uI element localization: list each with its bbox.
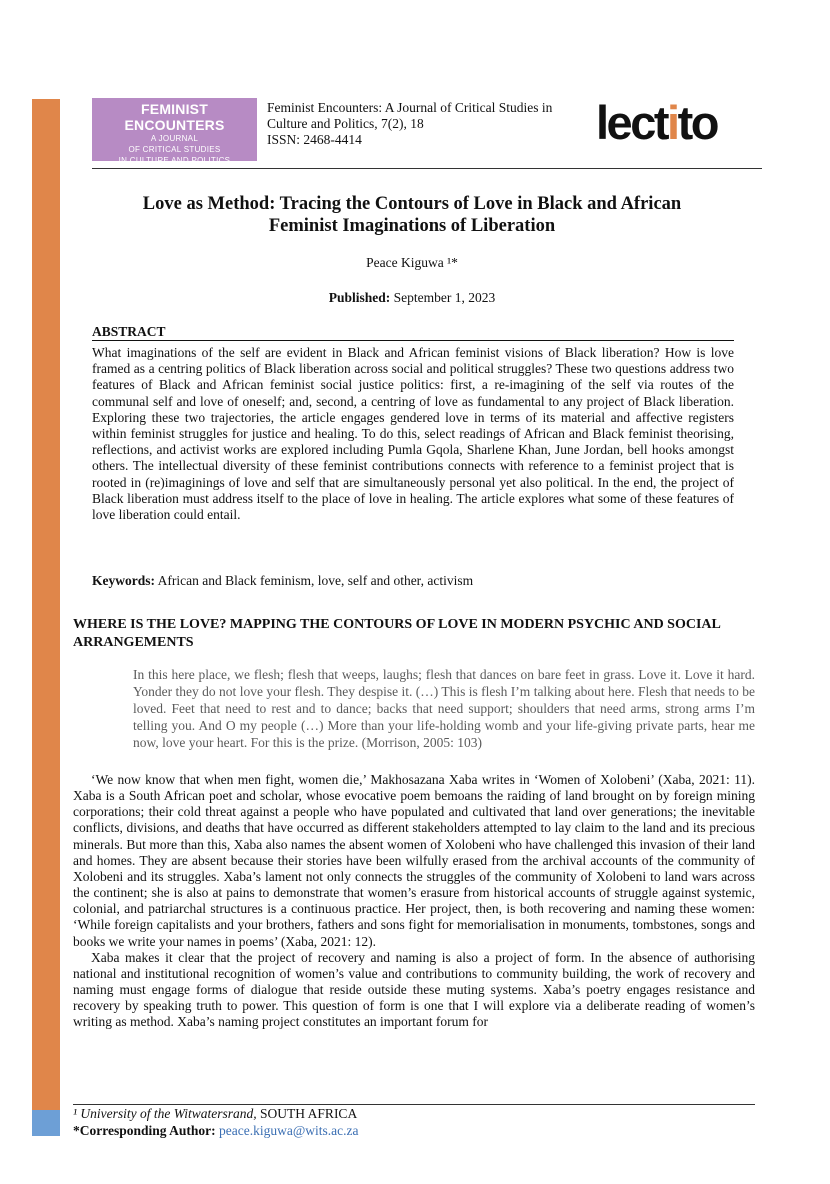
article-title-line2: Feminist Imaginations of Liberation: [268, 216, 556, 236]
journal-logo-subtitle-2: OF CRITICAL STUDIES: [128, 145, 221, 154]
author-name: Peace Kiguwa ¹*: [366, 255, 458, 270]
published-label: Published:: [328, 290, 391, 305]
abstract-heading: ABSTRACT: [92, 323, 734, 341]
journal-logo-title: FEMINIST ENCOUNTERS: [124, 101, 225, 133]
publisher-logo-part2: to: [677, 96, 717, 149]
body-paragraph-2: Xaba makes it clear that the project of recovery and naming is also a project of form. In the absence of authorising national and institutional recognition of women’s value and contributions to community building, the work of recovery and naming must engage forms of dialogue that reside outside these muting systems. Xaba’s poetry engages resistance and recovery by speaking truth to power. This question of form is one that I will explore via a deliberate reading of women’s writing as method. Xaba’s naming project constitutes an important forum for: [73, 949, 755, 1030]
journal-citation-line1: Feminist Encounters: A Journal of Critical Studies in: [267, 100, 553, 115]
header-divider: [92, 168, 762, 169]
journal-issn: ISSN: 2468-4414: [267, 132, 362, 147]
journal-logo-subtitle-3: IN CULTURE AND POLITICS: [118, 156, 231, 165]
footnote-university: ¹ University of the Witwatersrand,: [73, 1106, 257, 1121]
published-date-value: September 1, 2023: [393, 290, 496, 305]
keywords-label: Keywords:: [92, 573, 155, 588]
publisher-logo-accent: i: [667, 96, 678, 149]
publisher-logo-part1: lect: [596, 96, 667, 149]
epigraph-quote: In this here place, we flesh; flesh that weeps, laughs; flesh that dances on bare feet in grass. Love it. Love it hard. Yonder they do not love your flesh. They despise it. (…) This is flesh I’m talking about here. Flesh that needs to be loved. Feet that need to rest and to dance; backs that need support; shoulders that need arms, strong arms I’m telling you. And O my people (…) More than your life-holding womb and your life-giving private parts, hear me now, love your heart. For this is the prize. (Morrison, 2005: 103): [133, 667, 755, 750]
section-heading: WHERE IS THE LOVE? MAPPING THE CONTOURS OF LOVE IN MODERN PSYCHIC AND SOCIAL ARRANGEMENTS: [73, 617, 721, 650]
keywords-text: African and Black feminism, love, self and other, activism: [157, 573, 474, 588]
abstract-text: What imaginations of the self are evident in Black and African feminist visions of Black liberation? How is love framed as a centring politics of Black liberation across social and political struggles? These two questions address two features of Black and African feminist social justice politics: first, a re-imagining of the self via routes of the communal self and love of oneself; and, second, a centring of love as fundamental to any project of Black liberation. Exploring these two trajectories, the article engages gendered love in terms of its material and affective registers within feminist struggles for justice and healing. To do this, select readings of African and Black feminist theorising, reflections, and activist works are explored including Pumla Gqola, Sharlene Khan, June Jordan, bell hooks amongst others. The intellectual diversity of these feminist contributions connects with reference to a feminist project that is rooted in (re)imaginings of love and self that are simultaneously personal yet also political. In the end, the project of Black liberation must address itself to the place of love in healing. The article explores what some of these features of love liberation could entail.: [92, 345, 734, 523]
footnote-corresponding-author: [73, 1123, 359, 1139]
footnote-divider: [73, 1104, 755, 1105]
footnote-affiliation: [73, 1106, 357, 1122]
body-text: [73, 772, 755, 1031]
footnote-country: SOUTH AFRICA: [256, 1106, 358, 1121]
keywords: [92, 573, 734, 589]
journal-logo-subtitle-1: A JOURNAL: [150, 134, 199, 143]
published-date: [92, 290, 732, 306]
article-title: [92, 193, 732, 237]
journal-citation: [267, 100, 597, 148]
article-title-line1: Love as Method: Tracing the Contours of Love in Black and African: [142, 194, 682, 214]
corresponding-author-label: *Corresponding Author:: [73, 1123, 216, 1138]
decorative-side-square: [32, 1110, 60, 1136]
journal-logo: [92, 98, 257, 165]
journal-citation-line2: Culture and Politics, 7(2), 18: [267, 116, 424, 131]
decorative-side-bar: [32, 99, 60, 1121]
publisher-logo: [596, 96, 717, 149]
body-paragraph-1: ‘We now know that when men fight, women die,’ Makhosazana Xaba writes in ‘Women of Xolobeni’ (Xaba, 2021: 11). Xaba is a South African poet and scholar, whose evocative poem bemoans the raiding of land brought on by foreign mining corporations; their cold threat against a people who have populated and cultivated that land over generations; the inevitable conflicts, divisions, and deaths that have occurred as different stakeholders attempted to lay claim to the land and its precious minerals. But more than this, Xaba also names the absent women of Xolobeni who have challenged this invasion of their land and homes. They are absent because their stories have been wilfully erased from the archival accounts of the community of Xolobeni and its struggles. Xaba’s lament not only connects the struggles of the community of Xolobeni to land wars across the continent; she is also at pains to demonstrate that women’s erasure from historical accounts of struggle against systemic, colonial, and patriarchal structures is a continuous practice. Her project, then, is both recovering and naming these women: ‘While foreign capitalists and your brothers, fathers and sons fight for memorialisation in monuments, tombstones, songs and books we write your names in poems’ (Xaba, 2021: 12).: [73, 772, 755, 949]
corresponding-author-email[interactable]: peace.kiguwa@wits.ac.za: [219, 1123, 359, 1138]
